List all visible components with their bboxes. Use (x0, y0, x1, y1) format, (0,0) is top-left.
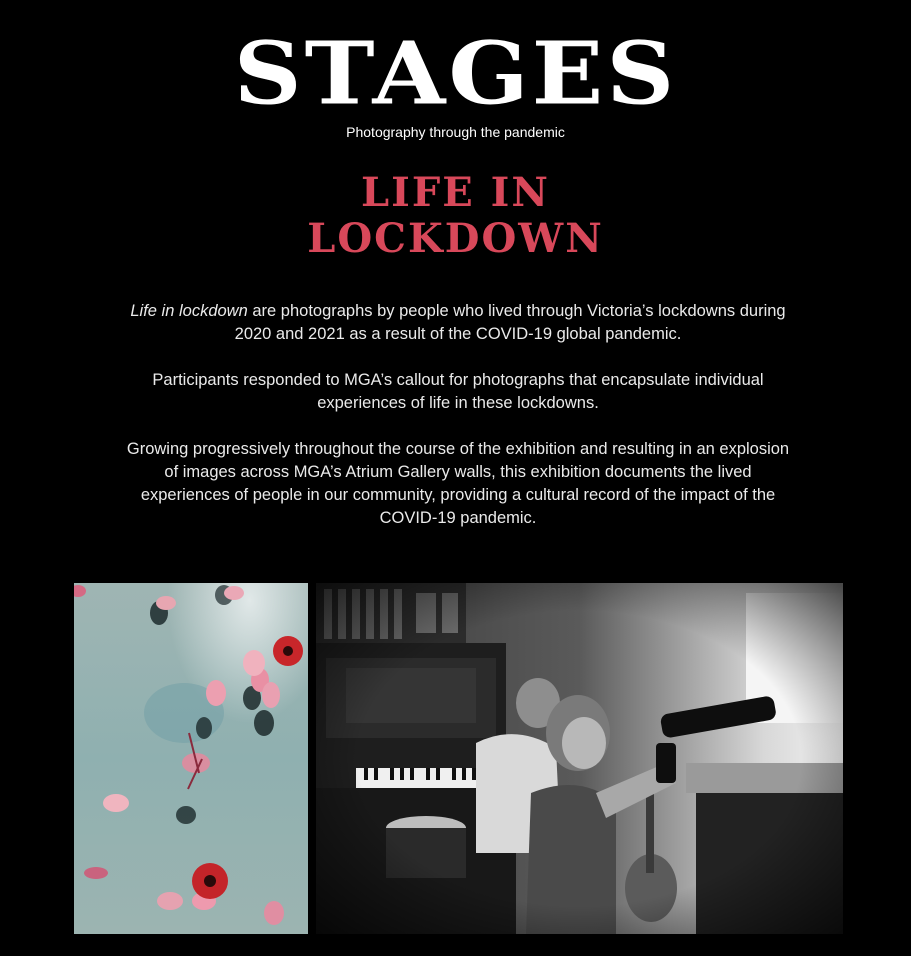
exhibit-title-line2: LOCKDOWN (307, 215, 604, 262)
tagline: Photography through the pandemic (346, 124, 565, 140)
photo-petals-on-water[interactable] (74, 583, 308, 934)
exhibit-title (0, 170, 911, 262)
description-paragraph-1-text: are photographs by people who lived through Victoria’s lockdowns during 2020 and 2021 as a result of the COVID-19 global pandemic. (234, 302, 786, 343)
exhibit-title-line1: LIFE IN (361, 169, 550, 216)
exhibit-description (120, 300, 796, 553)
description-paragraph-1 (120, 300, 796, 346)
photo-children-piano-room[interactable] (316, 583, 843, 934)
description-italic-title: Life in lockdown (130, 302, 248, 320)
description-paragraph-2: Participants responded to MGA’s callout for photographs that encapsulate individual experiences of life in these lockdowns. (152, 371, 764, 412)
stages-logo[interactable]: STAGES (233, 23, 678, 125)
description-paragraph-3: Growing progressively throughout the course of the exhibition and resulting in an explosion of images across MGA’s Atrium Gallery walls, this exhibition documents the lived experiences of people in our community, providing a cultural record of the impact of the COVID-19 pandemic. (126, 440, 790, 527)
